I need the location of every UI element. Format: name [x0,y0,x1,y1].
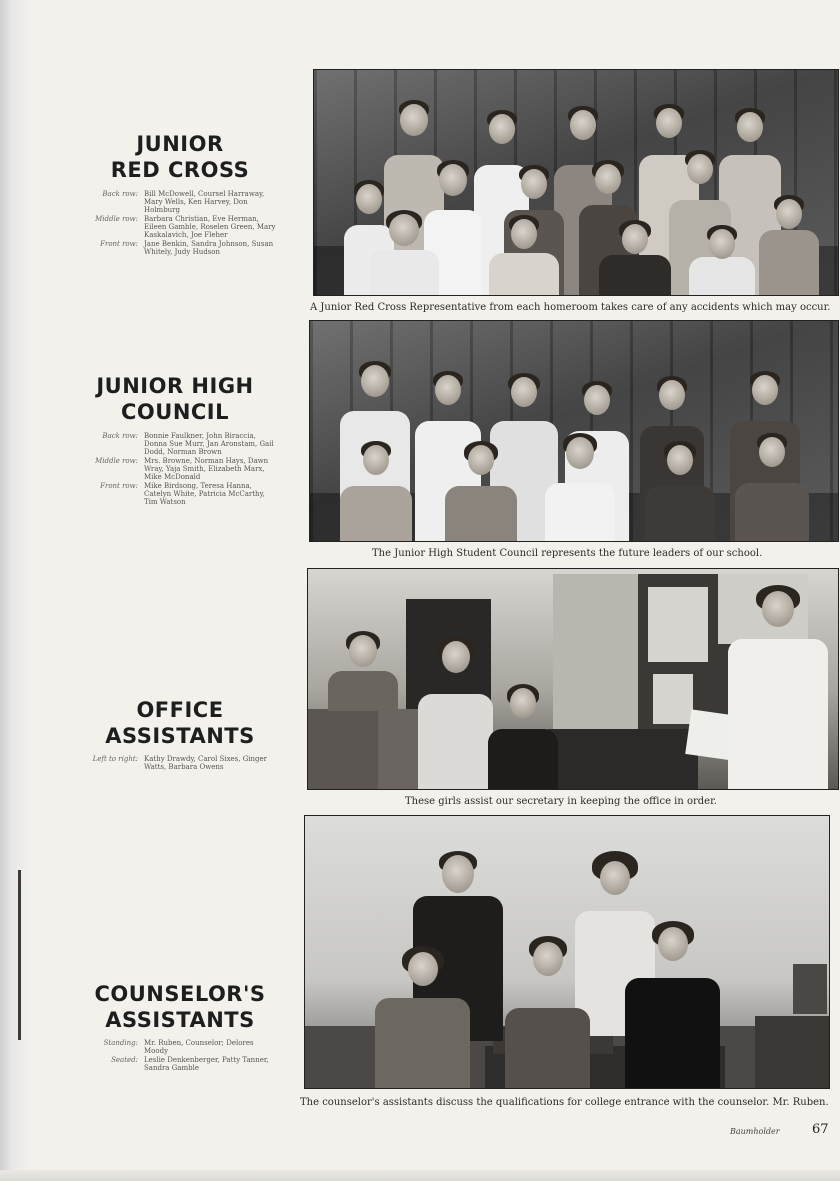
row-label: Middle row: [95,215,138,223]
row-names: Leslie Denkenberger, Patty Tanner, Sandra Gamble [144,1056,269,1072]
section-title-junior-high-council [80,373,270,425]
photo-junior-high-council [309,320,839,542]
row-label: Standing: [103,1039,138,1047]
row-label: Left to right: [92,755,138,763]
names-row [80,1056,276,1072]
names-row [80,755,276,771]
row-label: Middle row: [95,457,138,465]
names-row [80,190,276,214]
row-names: Jane Benkin, Sandra Johnson, Susan Whitely, Judy Hudson [144,240,274,256]
section-title-line1: COUNSELOR'S [94,982,266,1006]
names-list-junior-red-cross [80,190,276,257]
photo-office-assistants [307,568,839,790]
row-names: Mrs. Browne, Norman Hays, Dawn Wray, Yaja Smith, Elizabeth Marx, Mike McDonald [144,457,269,481]
page-number: 67 [812,1122,829,1137]
names-row [80,1039,276,1055]
row-names: Kathy Drawdy, Carol Sixes, Ginger Watts, Barbara Owens [144,755,268,771]
section-title-line2: ASSISTANTS [105,724,255,748]
footer-yearbook-name: Baumholder [730,1127,780,1136]
caption-counselors-assistants: The counselor's assistants discuss the qualifications for college entrance with the counselor. Mr. Ruben. [300,1097,829,1108]
photo-counselors-assistants [304,815,830,1089]
page-bottom-edge [0,1170,840,1181]
row-label: Back row: [102,190,138,198]
section-title-line1: JUNIOR [136,132,224,156]
names-row [80,432,276,456]
row-label: Seated: [111,1056,138,1064]
row-names: Barbara Christian, Eve Herman, Eileen Gamble, Roselen Green, Mary Kaskalavich, Joe Fleher [144,215,276,239]
section-title-office-assistants [95,697,265,749]
row-label: Front row: [100,240,138,248]
section-title-line2: ASSISTANTS [105,1008,255,1032]
row-names: Bonnie Faulkner, John Biraccia, Donna Sue Murr, Jan Aronstam, Gail Dodd, Norman Brown [144,432,274,456]
photo-junior-red-cross [313,69,839,296]
section-title-line1: JUNIOR HIGH [96,374,254,398]
names-row [80,482,276,506]
names-row [80,215,276,239]
section-title-line2: RED CROSS [110,158,250,182]
row-names: Mike Birdsong, Teresa Hanna, Catelyn White, Patricia McCarthy, Tim Watson [144,482,265,506]
row-names: Mr. Ruben, Counselor; Delores Moody [144,1039,254,1055]
section-title-counselors-assistants [80,981,280,1033]
caption-junior-red-cross: A Junior Red Cross Representative from each homeroom takes care of any accidents which may occur. [310,302,831,313]
names-row [80,457,276,481]
caption-office-assistants: These girls assist our secretary in keeping the office in order. [405,796,717,807]
section-title-line1: OFFICE [136,698,224,722]
names-list-counselors-assistants [80,1039,276,1073]
section-title-junior-red-cross [100,131,260,183]
caption-junior-high-council: The Junior High Student Council represents the future leaders of our school. [372,548,763,559]
binding-mark [18,870,21,1040]
names-row [80,240,276,256]
row-label: Front row: [100,482,138,490]
section-title-line2: COUNCIL [121,400,229,424]
names-list-office-assistants [80,755,276,772]
names-list-junior-high-council [80,432,276,507]
row-names: Bill McDowell, Coursel Harraway, Mary Wells, Ken Harvey, Don Holmburg [144,190,265,214]
row-label: Back row: [102,432,138,440]
